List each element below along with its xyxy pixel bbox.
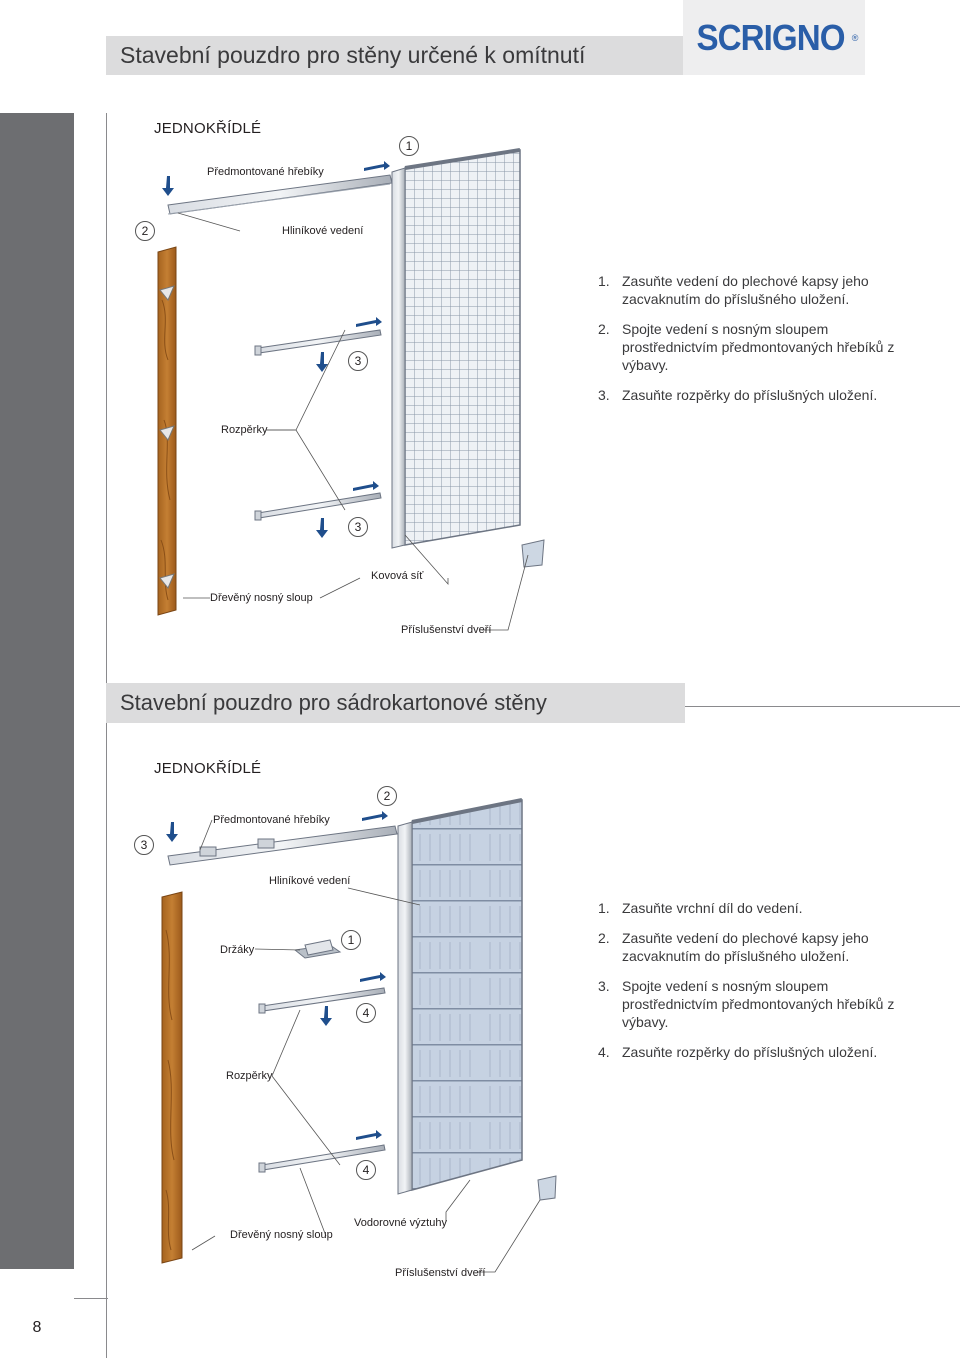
section2-steps <box>598 899 898 1073</box>
caption-stiffeners: Vodorovné výztuhy <box>354 1217 447 1229</box>
step-number: 4. <box>598 1044 610 1060</box>
door-accessory-1 <box>522 540 544 567</box>
brand-logo-text: SCRIGNO <box>696 16 845 58</box>
marker-3b: 3 <box>348 517 368 537</box>
step-item <box>598 929 898 965</box>
step-text: Zasuňte vrchní díl do vedení. <box>622 900 803 916</box>
wooden-post-2 <box>162 892 182 1263</box>
step-text: Spojte vedení s nosným sloupem prostřednictvím předmontovaných hřebíků z výbavy. <box>622 978 895 1030</box>
step-item <box>598 1043 898 1061</box>
marker-3-s2: 3 <box>134 835 154 855</box>
step-item <box>598 977 898 1031</box>
aluminium-track-2 <box>168 826 397 865</box>
section2-title-text: Stavební pouzdro pro sádrokartonové stěny <box>120 690 547 715</box>
step-text: Spojte vedení s nosným sloupem prostřednictvím předmontovaných hřebíků z výbavy. <box>622 321 895 373</box>
step-number: 2. <box>598 321 610 337</box>
caption-holders: Držáky <box>220 944 255 956</box>
caption-track-2: Hliníkové vedení <box>269 875 351 887</box>
step-item <box>598 899 898 917</box>
registered-mark: ® <box>851 32 859 43</box>
caption-nails-1: Předmontované hřebíky <box>207 166 324 178</box>
caption-nails-2: Předmontované hřebíky <box>213 814 330 826</box>
step-number: 1. <box>598 273 610 289</box>
panel-pocket <box>398 800 522 1194</box>
step-item <box>598 320 898 374</box>
section1-steps <box>598 272 898 416</box>
caption-accessory-1: Příslušenství dveří <box>401 624 492 636</box>
step-text: Zasuňte rozpěrky do příslušných uložení. <box>622 1044 878 1060</box>
marker-1-s2: 1 <box>341 930 361 950</box>
step-number: 3. <box>598 387 610 403</box>
step-number: 1. <box>598 900 610 916</box>
step-number: 3. <box>598 978 610 994</box>
marker-2: 2 <box>135 221 155 241</box>
step-text: Zasuňte vedení do plechové kapsy jeho zacvaknutím do příslušného uložení. <box>622 273 869 307</box>
page-number-text: 8 <box>32 1319 42 1336</box>
marker-1: 1 <box>399 136 419 156</box>
caption-spacers-1: Rozpěrky <box>221 424 268 436</box>
door-accessory-2 <box>538 1176 556 1200</box>
step-item <box>598 272 898 308</box>
holder-part <box>295 940 340 958</box>
page-title-text: Stavební pouzdro pro stěny určené k omítnutí <box>120 42 586 68</box>
marker-4a-s2: 4 <box>356 1003 376 1023</box>
step-item <box>598 386 898 404</box>
caption-spacers-2: Rozpěrky <box>226 1070 273 1082</box>
aluminium-track-1 <box>168 175 392 214</box>
section1-label: JEDNOKŘÍDLÉ <box>154 120 262 137</box>
caption-mesh: Kovová síť <box>371 570 424 582</box>
spacer-2 <box>255 493 381 520</box>
caption-track-1: Hliníkové vedení <box>282 225 364 237</box>
marker-4b-s2: 4 <box>356 1160 376 1180</box>
wooden-post-1 <box>158 247 176 615</box>
marker-2-s2: 2 <box>377 786 397 806</box>
marker-3a: 3 <box>348 351 368 371</box>
caption-post-2: Dřevěný nosný sloup <box>230 1229 333 1241</box>
caption-post-1: Dřevěný nosný sloup <box>210 592 313 604</box>
step-number: 2. <box>598 930 610 946</box>
section2-label: JEDNOKŘÍDLÉ <box>154 760 262 777</box>
step-text: Zasuňte vedení do plechové kapsy jeho zacvaknutím do příslušného uložení. <box>622 930 869 964</box>
mesh-pocket <box>392 150 520 548</box>
step-text: Zasuňte rozpěrky do příslušných uložení. <box>622 387 878 403</box>
caption-accessory-2: Příslušenství dveří <box>395 1267 486 1279</box>
